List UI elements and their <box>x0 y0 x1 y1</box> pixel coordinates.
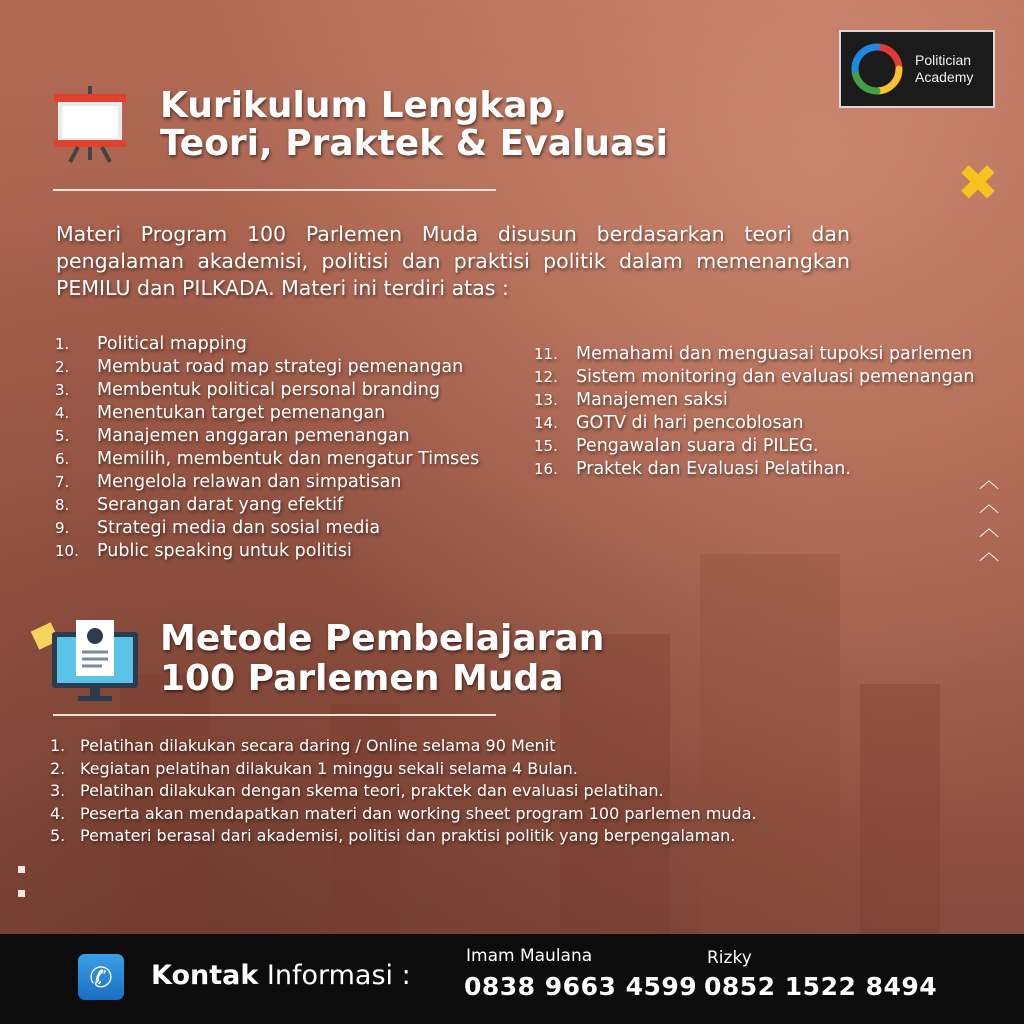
curriculum-item <box>55 333 479 356</box>
list-number: 14. <box>534 414 558 432</box>
contact-footer <box>0 934 1024 1024</box>
list-number: 2. <box>55 358 70 376</box>
list-number: 5. <box>50 826 66 845</box>
method-item <box>50 803 757 826</box>
list-text: GOTV di hari pencoblosan <box>576 413 804 433</box>
list-number: 13. <box>534 391 558 409</box>
presentation-board-icon <box>52 84 128 164</box>
list-text: Membentuk political personal branding <box>97 380 440 400</box>
curriculum-item <box>55 356 479 379</box>
list-text: Mengelola relawan dan simpatisan <box>97 472 402 492</box>
list-text: Memilih, membentuk dan mengatur Timses <box>97 449 480 469</box>
curriculum-item <box>55 494 479 517</box>
list-number: 10. <box>55 542 79 560</box>
contact-heading <box>151 960 411 991</box>
list-number: 3. <box>50 781 66 800</box>
list-number: 12. <box>534 368 558 386</box>
curriculum-item <box>55 471 479 494</box>
list-number: 16. <box>534 460 558 478</box>
list-number: 11. <box>534 345 558 363</box>
curriculum-item <box>534 458 975 481</box>
academy-ring-icon <box>849 41 905 97</box>
close-x-decoration-icon: ✖ <box>957 154 999 212</box>
curriculum-list-right <box>534 343 975 481</box>
list-number: 1. <box>50 736 66 755</box>
politician-academy-logo <box>839 30 995 108</box>
section1-title-line2: Teori, Praktek & Evaluasi <box>160 123 669 164</box>
section2-title-line1: Metode Pembelajaran <box>160 618 605 659</box>
list-number: 2. <box>50 758 66 778</box>
list-text: Pemateri berasal dari akademisi, politisi dan praktisi politik yang berpengalaman. <box>80 826 736 845</box>
contact-name: Imam Maulana <box>466 946 593 966</box>
list-number: 4. <box>55 404 70 422</box>
curriculum-item <box>55 402 479 425</box>
curriculum-item <box>534 389 975 412</box>
list-number: 3. <box>55 381 70 399</box>
chevron-up-icon: ︿ <box>979 468 999 492</box>
section1-divider <box>53 189 496 191</box>
list-text: Political mapping <box>97 334 247 354</box>
method-item <box>50 735 757 758</box>
method-item <box>50 780 757 803</box>
decoration-dot <box>18 890 25 897</box>
list-text: Menentukan target pemenangan <box>97 403 386 423</box>
contact-heading-rest: Informasi : <box>258 960 411 991</box>
contact-phone[interactable]: 0838 9663 4599 <box>464 972 698 1001</box>
curriculum-item <box>55 517 479 540</box>
curriculum-item <box>55 448 479 471</box>
list-text: Strategi media dan sosial media <box>97 518 381 538</box>
curriculum-item <box>534 366 975 389</box>
contact-phone[interactable]: 0852 1522 8494 <box>704 972 938 1001</box>
chevron-up-icon: ︿ <box>979 492 999 516</box>
section2-divider <box>53 714 496 716</box>
list-text: Pelatihan dilakukan secara daring / Online selama 90 Menit <box>80 736 556 755</box>
list-number: 8. <box>55 496 70 514</box>
logo-text: Politician Academy <box>915 52 974 85</box>
list-text: Manajemen saksi <box>576 390 728 410</box>
list-text: Sistem monitoring dan evaluasi pemenangan <box>576 367 975 387</box>
list-number: 6. <box>55 450 70 468</box>
list-text: Public speaking untuk politisi <box>97 541 352 561</box>
phone-icon: ✆ <box>78 954 124 1000</box>
section1-title-line1: Kurikulum Lengkap, <box>160 85 568 126</box>
list-text: Pelatihan dilakukan dengan skema teori, praktek dan evaluasi pelatihan. <box>80 781 664 800</box>
list-number: 7. <box>55 473 70 491</box>
curriculum-item <box>55 540 479 563</box>
method-item <box>50 825 757 848</box>
monitor-document-icon <box>30 608 142 708</box>
list-text: Kegiatan pelatihan dilakukan 1 minggu sekali selama 4 Bulan. <box>80 758 578 778</box>
list-number: 4. <box>50 803 66 823</box>
list-text: Membuat road map strategi pemenangan <box>97 357 464 377</box>
curriculum-item <box>534 343 975 366</box>
list-text: Serangan darat yang efektif <box>97 495 344 515</box>
list-number: 5. <box>55 427 70 445</box>
curriculum-item <box>55 425 479 448</box>
list-number: 15. <box>534 437 558 455</box>
list-text: Manajemen anggaran pemenangan <box>97 426 410 446</box>
section2-title-line2: 100 Parlemen Muda <box>160 658 564 699</box>
list-text: Peserta akan mendapatkan materi dan working sheet program 100 parlemen muda. <box>80 803 757 823</box>
list-text: Memahami dan menguasai tupoksi parlemen <box>576 344 973 364</box>
method-item <box>50 758 757 781</box>
curriculum-item <box>534 412 975 435</box>
methods-list <box>50 735 757 848</box>
list-number: 9. <box>55 519 70 537</box>
contact-name: Rizky <box>707 948 752 968</box>
list-text: Praktek dan Evaluasi Pelatihan. <box>576 459 851 479</box>
contact-heading-bold: Kontak <box>151 960 259 991</box>
decoration-dot <box>18 866 25 873</box>
curriculum-list-left <box>55 333 479 563</box>
chevron-up-icon: ︿ <box>979 540 999 564</box>
curriculum-item <box>55 379 479 402</box>
list-number: 1. <box>55 335 70 353</box>
curriculum-item <box>534 435 975 458</box>
list-text: Pengawalan suara di PILEG. <box>576 436 819 456</box>
chevron-up-icon: ︿ <box>979 516 999 540</box>
intro-paragraph: Materi Program 100 Parlemen Muda disusun berdasarkan teori dan pengalaman akademisi, politisi dan praktisi politik dalam memenangkan PEMILU dan PILKADA. Materi ini terdiri atas : <box>56 222 850 300</box>
